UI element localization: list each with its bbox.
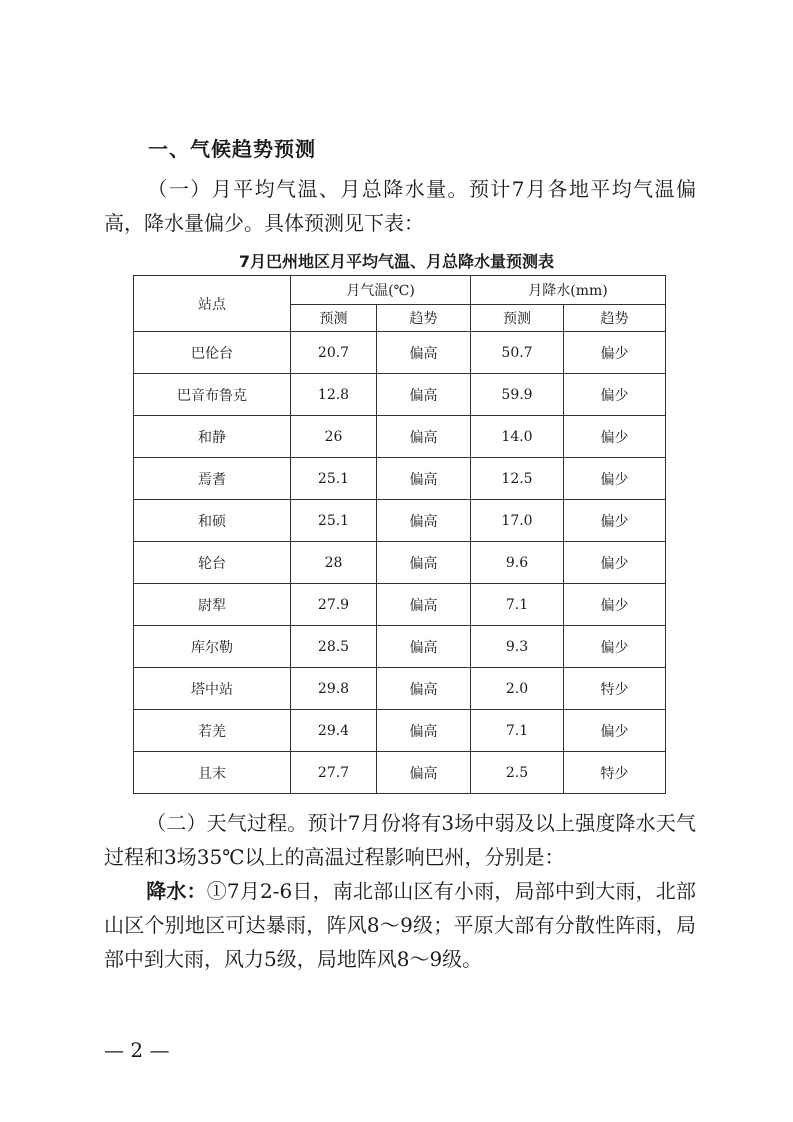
table-row [134, 710, 666, 752]
cell-temp-forecast: 12.8 [291, 374, 377, 416]
table-title: 7月巴州地区月平均气温、月总降水量预测表 [238, 252, 555, 271]
cell-station: 且末 [134, 752, 291, 794]
paragraph-precipitation [104, 874, 696, 976]
subheader-precip-trend: 趋势 [564, 305, 666, 332]
cell-temp-trend: 偏高 [377, 416, 471, 458]
cell-precip-forecast: 59.9 [471, 374, 564, 416]
cell-temp-trend: 偏高 [377, 752, 471, 794]
table-row [134, 458, 666, 500]
cell-precip-forecast: 50.7 [471, 332, 564, 374]
cell-temp-forecast: 29.4 [291, 710, 377, 752]
cell-precip-trend: 偏少 [564, 374, 666, 416]
subheader-temp-forecast: 预测 [291, 305, 377, 332]
cell-precip-trend: 偏少 [564, 584, 666, 626]
cell-temp-forecast: 20.7 [291, 332, 377, 374]
cell-temp-trend: 偏高 [377, 458, 471, 500]
table-row [134, 668, 666, 710]
cell-station: 尉犁 [134, 584, 291, 626]
cell-temp-trend: 偏高 [377, 500, 471, 542]
table-row [134, 416, 666, 458]
paragraph-text: ①7月2-6日，南北部山区有小雨，局部中到大雨，北部山区个别地区可达暴雨，阵风8～9级；平原大部有分散性阵雨，局部中到大雨，风力5级，局地阵风8～9级。 [104, 879, 696, 971]
cell-precip-forecast: 9.3 [471, 626, 564, 668]
table-row [134, 752, 666, 794]
cell-precip-trend: 特少 [564, 752, 666, 794]
subheader-precip-forecast: 预测 [471, 305, 564, 332]
col-header-precipitation: 月降水(mm) [471, 276, 666, 305]
cell-temp-forecast: 29.8 [291, 668, 377, 710]
col-header-temperature: 月气温(℃) [291, 276, 471, 305]
table-row [134, 500, 666, 542]
cell-temp-forecast: 28 [291, 542, 377, 584]
cell-precip-trend: 偏少 [564, 332, 666, 374]
cell-temp-trend: 偏高 [377, 626, 471, 668]
cell-precip-trend: 偏少 [564, 710, 666, 752]
cell-precip-trend: 偏少 [564, 542, 666, 584]
cell-temp-forecast: 25.1 [291, 458, 377, 500]
cell-station: 焉耆 [134, 458, 291, 500]
cell-station: 和静 [134, 416, 291, 458]
cell-station: 巴伦台 [134, 332, 291, 374]
cell-precip-trend: 偏少 [564, 416, 666, 458]
section-heading: 一、气候趋势预测 [148, 137, 316, 161]
cell-precip-forecast: 2.0 [471, 668, 564, 710]
paragraph-text: 预计7月份将有3场中弱及以上强度降水天气过程和3场35℃以上的高温过程影响巴州，分别是： [104, 811, 697, 869]
page-number: — 2 — [104, 1038, 170, 1062]
cell-station: 库尔勒 [134, 626, 291, 668]
cell-temp-forecast: 28.5 [291, 626, 377, 668]
cell-temp-forecast: 27.9 [291, 584, 377, 626]
paragraph-text: 预计7月各地平均气温偏高，降水量偏少。具体预测见下表： [104, 177, 696, 235]
paragraph-lead: （一）月平均气温、月总降水量。 [146, 177, 469, 201]
cell-station: 和硕 [134, 500, 291, 542]
cell-precip-forecast: 14.0 [471, 416, 564, 458]
cell-precip-forecast: 9.6 [471, 542, 564, 584]
table-row [134, 332, 666, 374]
table-row [134, 374, 666, 416]
cell-temp-trend: 偏高 [377, 542, 471, 584]
table-row [134, 542, 666, 584]
cell-station: 塔中站 [134, 668, 291, 710]
paragraph-lead: （二）天气过程。 [146, 811, 308, 835]
cell-precip-forecast: 2.5 [471, 752, 564, 794]
cell-precip-forecast: 7.1 [471, 584, 564, 626]
forecast-table [133, 275, 666, 794]
cell-temp-forecast: 26 [291, 416, 377, 458]
paragraph-lead: 降水： [146, 879, 207, 903]
cell-temp-trend: 偏高 [377, 374, 471, 416]
cell-precip-trend: 偏少 [564, 500, 666, 542]
col-header-station: 站点 [134, 276, 291, 332]
cell-precip-forecast: 17.0 [471, 500, 564, 542]
cell-precip-trend: 偏少 [564, 626, 666, 668]
cell-station: 轮台 [134, 542, 291, 584]
cell-precip-forecast: 7.1 [471, 710, 564, 752]
subheader-temp-trend: 趋势 [377, 305, 471, 332]
cell-precip-trend: 偏少 [564, 458, 666, 500]
paragraph-monthly-forecast [104, 172, 696, 240]
table-row [134, 584, 666, 626]
table-row [134, 626, 666, 668]
cell-temp-trend: 偏高 [377, 332, 471, 374]
cell-temp-trend: 偏高 [377, 710, 471, 752]
cell-temp-trend: 偏高 [377, 584, 471, 626]
cell-temp-trend: 偏高 [377, 668, 471, 710]
cell-station: 若羌 [134, 710, 291, 752]
paragraph-weather-process [104, 806, 696, 874]
cell-station: 巴音布鲁克 [134, 374, 291, 416]
cell-precip-forecast: 12.5 [471, 458, 564, 500]
cell-temp-forecast: 25.1 [291, 500, 377, 542]
cell-precip-trend: 特少 [564, 668, 666, 710]
cell-temp-forecast: 27.7 [291, 752, 377, 794]
